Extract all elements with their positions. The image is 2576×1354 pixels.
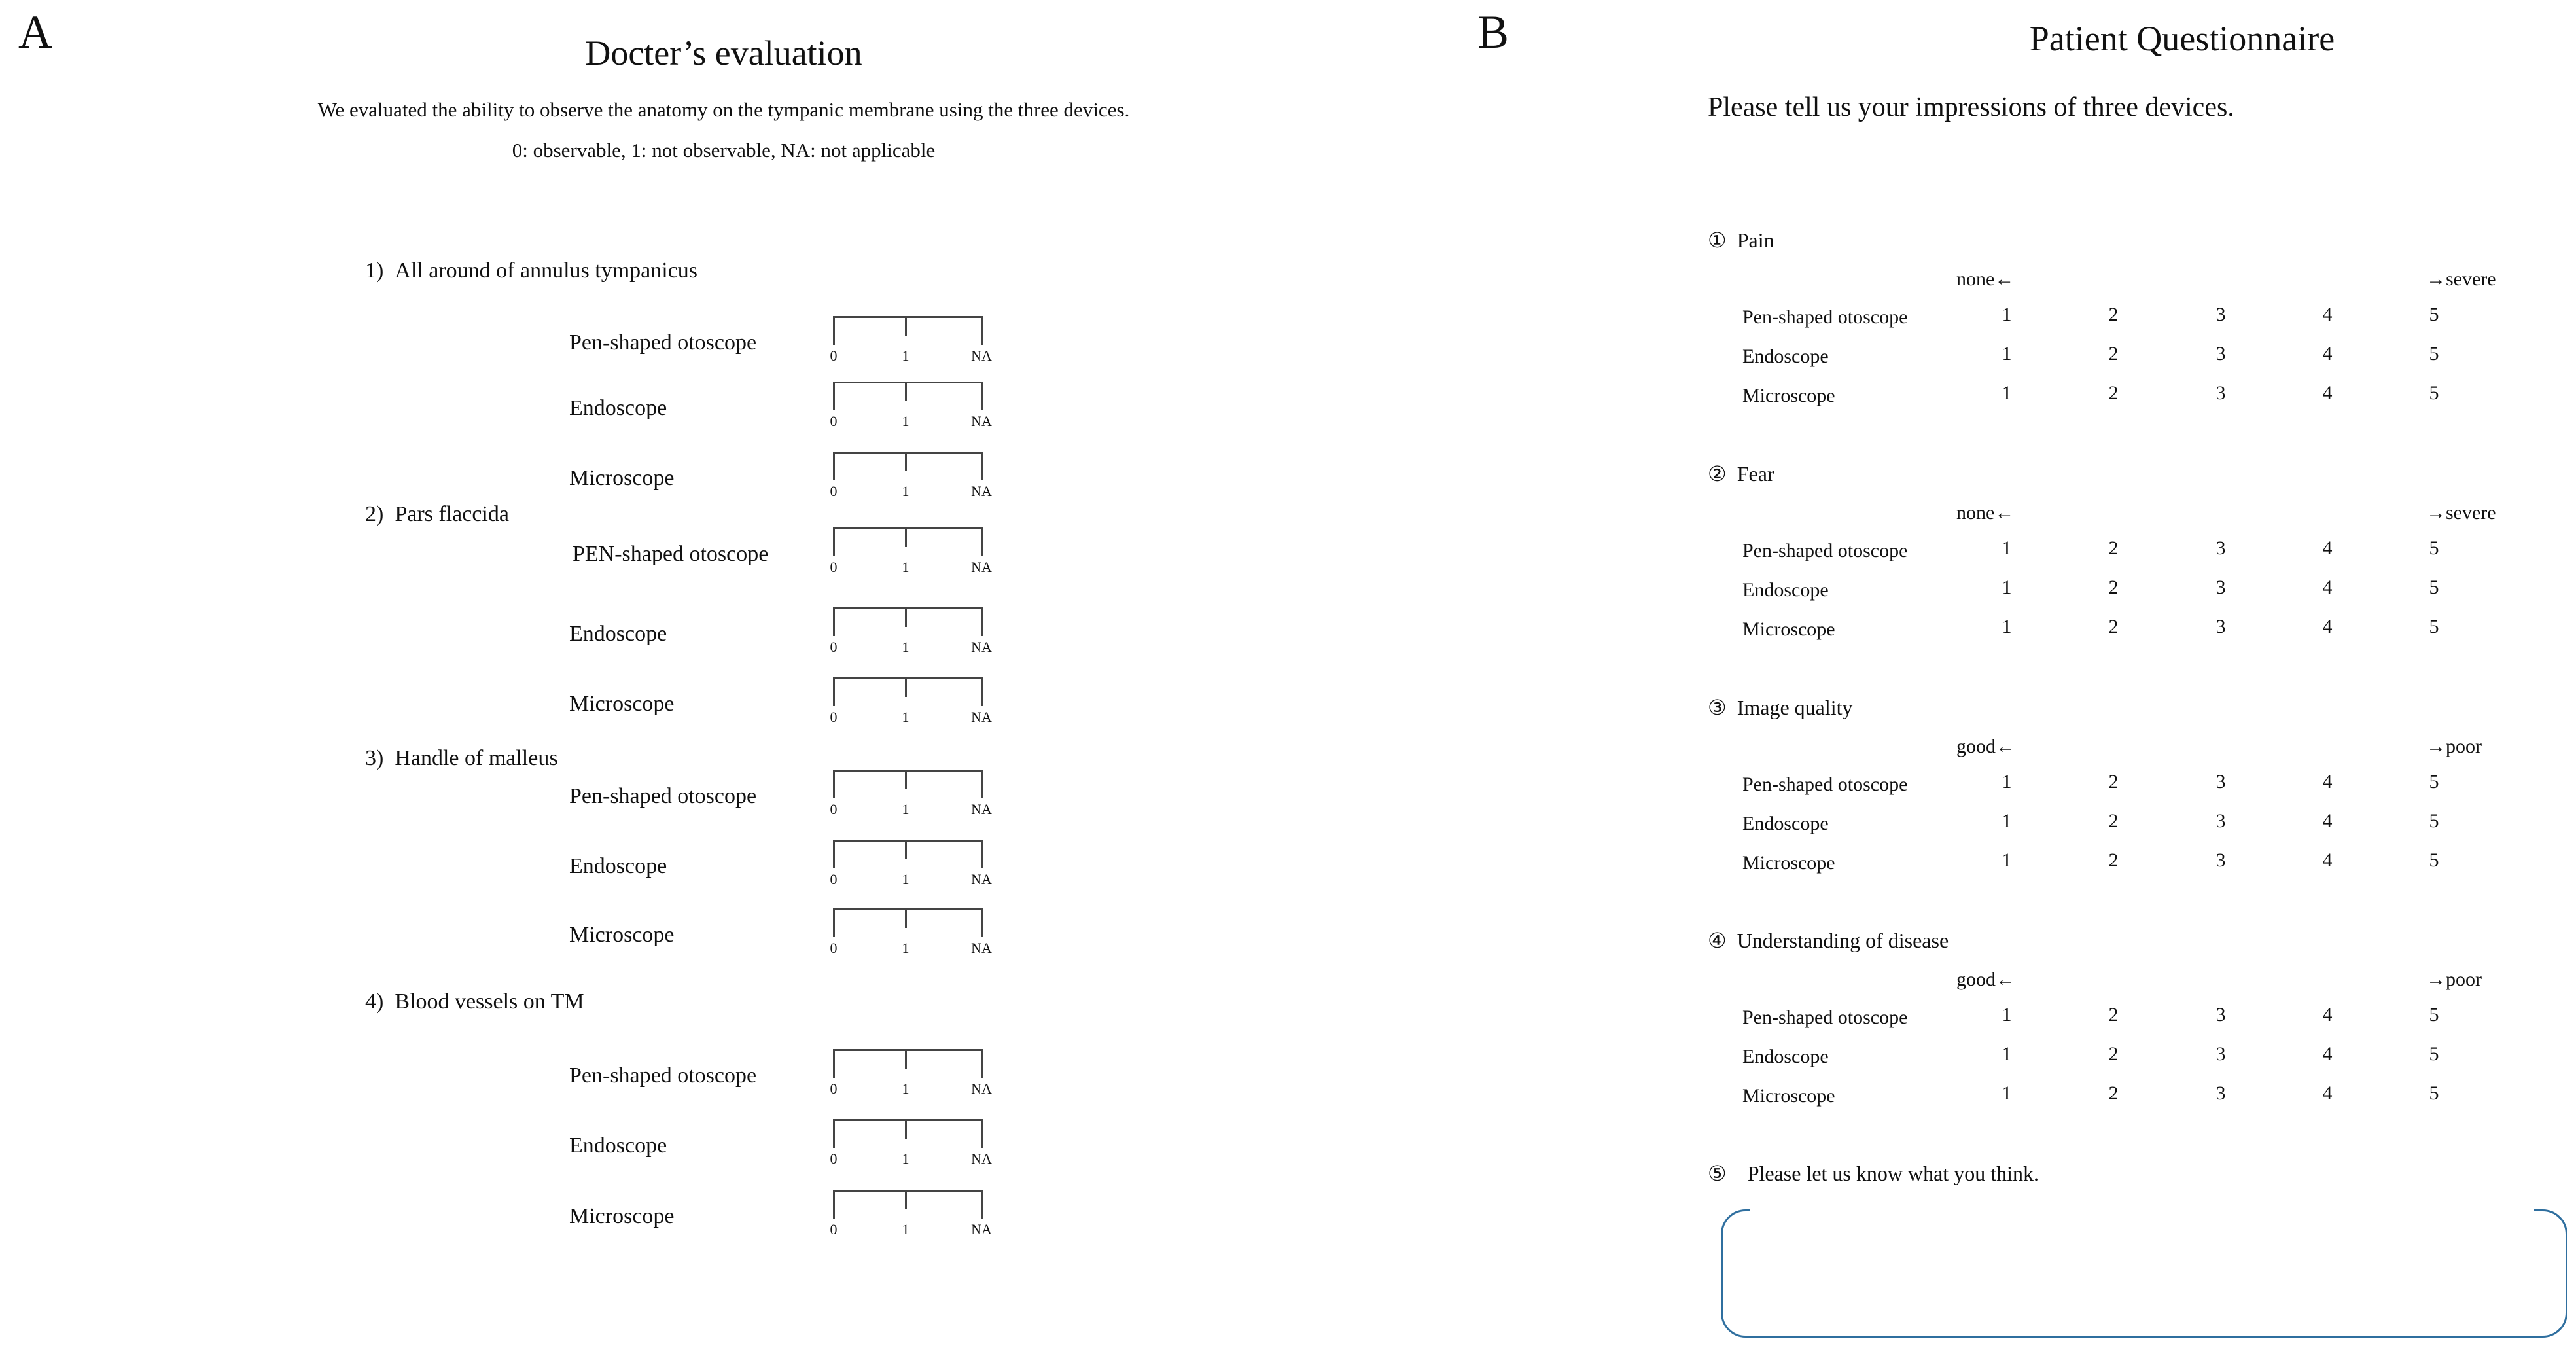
device-label: Microscope [569,466,675,490]
scale-right-anchor: →poor [2426,969,2482,990]
doctor-evaluation-title: Docter’s evaluation [585,33,862,73]
scale-left-anchor: none← [1956,268,2015,290]
device-label: Endoscope [569,854,667,878]
scale-tick [905,527,907,547]
rating-option[interactable]: 1 [2002,343,2012,365]
rating-scale[interactable] [830,1190,992,1238]
scale-tick [905,1190,907,1209]
rating-option[interactable]: 1 [2002,1043,2012,1065]
scale-option-label[interactable]: 1 [902,871,909,887]
scale-option-label[interactable]: NA [971,871,992,887]
rating-option[interactable]: 1 [2002,771,2012,793]
scale-option-label[interactable]: 0 [830,940,838,956]
rating-option[interactable]: 5 [2429,577,2439,598]
rating-scale[interactable] [830,770,992,817]
rating-option[interactable]: 2 [2108,382,2119,404]
rating-option[interactable]: 2 [2108,577,2119,598]
rating-option[interactable]: 4 [2322,1043,2333,1065]
rating-option[interactable]: 4 [2322,382,2333,404]
scale-tick [981,677,983,706]
rating-option[interactable]: 3 [2215,1004,2226,1025]
rating-option[interactable]: 3 [2215,382,2226,404]
rating-option[interactable]: 4 [2322,771,2333,793]
scale-option-label[interactable]: 0 [830,559,838,575]
scale-option-label[interactable]: 0 [830,483,838,499]
doctor-evaluation-legend: 0: observable, 1: not observable, NA: not applicable [512,139,936,162]
scale-option-label[interactable]: 1 [902,709,909,725]
scale-tick [905,607,907,627]
scale-tick [905,908,907,928]
question-device-label: Endoscope [1742,346,1829,367]
rating-option[interactable]: 5 [2429,849,2439,871]
scale-option-label[interactable]: NA [971,709,992,725]
rating-scale[interactable] [830,607,992,655]
device-label: Endoscope [569,1133,667,1158]
rating-option[interactable]: 3 [2215,304,2226,325]
scale-right-anchor: →severe [2426,268,2496,290]
rating-option[interactable]: 3 [2215,537,2226,559]
rating-option[interactable]: 3 [2215,771,2226,793]
rating-option[interactable]: 4 [2322,1082,2333,1104]
scale-tick [905,677,907,697]
rating-option[interactable]: 4 [2322,810,2333,832]
scale-right-anchor: →poor [2426,736,2482,757]
rating-option[interactable]: 5 [2429,304,2439,325]
rating-option[interactable]: 4 [2322,849,2333,871]
scale-tick [833,677,835,706]
rating-option[interactable]: 2 [2108,343,2119,365]
scale-tick [981,1190,983,1219]
rating-option[interactable]: 3 [2215,343,2226,365]
device-label: Pen-shaped otoscope [569,784,757,808]
scale-top-line [833,382,981,383]
device-label: Microscope [569,692,675,716]
rating-option[interactable]: 3 [2215,577,2226,598]
scale-option-label[interactable]: 1 [902,483,909,499]
scale-option-label[interactable]: 0 [830,871,838,887]
rating-option[interactable]: 1 [2002,537,2012,559]
scale-option-label[interactable]: NA [971,1080,992,1097]
scale-option-label[interactable]: 0 [830,709,838,725]
rating-scale[interactable] [830,452,992,499]
scale-option-label[interactable]: NA [971,347,992,364]
question-device-label: Pen-shaped otoscope [1742,1007,1908,1028]
device-label: Microscope [569,1204,675,1228]
comment-box-bottom-gap [1750,1332,2534,1336]
scale-top-line [833,527,981,529]
scale-tick [905,1119,907,1139]
rating-scale[interactable] [830,527,992,575]
scale-option-label[interactable]: 1 [902,413,909,429]
device-label: Pen-shaped otoscope [569,330,757,355]
rating-option[interactable]: 2 [2108,771,2119,793]
scale-option-label[interactable]: 0 [830,413,838,429]
scale-option-label[interactable]: 1 [902,347,909,364]
question-device-label: Pen-shaped otoscope [1742,774,1908,795]
scale-option-label[interactable]: 0 [830,639,838,655]
scale-tick [981,316,983,345]
scale-right-anchor: →severe [2426,502,2496,524]
rating-option[interactable]: 2 [2108,1043,2119,1065]
comment-box-top-gap [1750,1207,2534,1211]
rating-scale[interactable] [830,1119,992,1167]
scale-tick [905,316,907,336]
rating-option[interactable]: 1 [2002,616,2012,637]
rating-option[interactable]: 4 [2322,537,2333,559]
rating-option[interactable]: 2 [2108,1082,2119,1104]
rating-option[interactable]: 5 [2429,771,2439,793]
device-label: Pen-shaped otoscope [569,1063,757,1088]
scale-tick [981,452,983,480]
rating-option[interactable]: 2 [2108,810,2119,832]
free-text-comment-box[interactable] [1721,1209,2567,1338]
rating-option[interactable]: 2 [2108,1004,2119,1025]
rating-option[interactable]: 1 [2002,810,2012,832]
scale-tick [981,382,983,410]
rating-option[interactable]: 1 [2002,304,2012,325]
scale-top-line [833,908,981,910]
rating-option[interactable]: 2 [2108,537,2119,559]
rating-option[interactable]: 4 [2322,616,2333,637]
section-label: 4) Blood vessels on TM [365,989,584,1014]
question-device-label: Endoscope [1742,579,1829,601]
rating-option[interactable]: 3 [2215,616,2226,637]
rating-option[interactable]: 1 [2002,1082,2012,1104]
question-label: ④ Understanding of disease [1708,929,1949,952]
scale-tick [833,452,835,480]
question-device-label: Pen-shaped otoscope [1742,540,1908,561]
scale-tick [981,607,983,636]
rating-option[interactable]: 5 [2429,1082,2439,1104]
question-device-label: Microscope [1742,385,1835,406]
scale-tick [981,908,983,937]
rating-option[interactable]: 1 [2002,382,2012,404]
scale-tick [833,316,835,345]
scale-option-label[interactable]: NA [971,483,992,499]
rating-scale[interactable] [830,677,992,725]
rating-option[interactable]: 3 [2215,810,2226,832]
scale-left-anchor: good← [1956,736,2015,757]
panel-letter-a: A [18,6,52,58]
panel-letter-b: B [1477,6,1509,58]
scale-tick [833,1190,835,1219]
rating-option[interactable]: 4 [2322,304,2333,325]
scale-top-line [833,1119,981,1121]
question-device-label: Endoscope [1742,813,1829,834]
scale-tick [905,1049,907,1069]
question-label: ③ Image quality [1708,696,1853,719]
rating-scale[interactable] [830,316,992,364]
rating-option[interactable]: 5 [2429,810,2439,832]
scale-option-label[interactable]: 1 [902,559,909,575]
scale-top-line [833,607,981,609]
rating-option[interactable]: 1 [2002,577,2012,598]
doctor-evaluation-description: We evaluated the ability to observe the anatomy on the tympanic membrane using the three devices. [317,98,1130,121]
patient-questionnaire-intro: Please tell us your impressions of three devices. [1708,92,2234,122]
scale-tick [833,527,835,556]
scale-tick [981,527,983,556]
scale-option-label[interactable]: NA [971,801,992,817]
scale-option-label[interactable]: 0 [830,1080,838,1097]
section-label: 3) Handle of malleus [365,746,558,770]
rating-option[interactable]: 5 [2429,537,2439,559]
scale-tick [833,382,835,410]
scale-option-label[interactable]: 0 [830,801,838,817]
scale-top-line [833,1049,981,1051]
scale-tick [833,840,835,868]
question-device-label: Pen-shaped otoscope [1742,306,1908,328]
scale-option-label[interactable]: 1 [902,639,909,655]
scale-tick [833,1119,835,1148]
scale-top-line [833,840,981,842]
rating-option[interactable]: 3 [2215,1082,2226,1104]
scale-option-label[interactable]: NA [971,639,992,655]
question-device-label: Microscope [1742,618,1835,640]
scale-top-line [833,1190,981,1192]
scale-option-label[interactable]: NA [971,1150,992,1167]
rating-scale[interactable] [830,908,992,956]
question-device-label: Microscope [1742,852,1835,874]
scale-tick [833,1049,835,1078]
scale-tick [905,770,907,789]
device-label: Microscope [569,923,675,947]
rating-option[interactable]: 3 [2215,849,2226,871]
rating-option[interactable]: 5 [2429,1004,2439,1025]
scale-option-label[interactable]: 0 [830,1150,838,1167]
scale-tick [981,1049,983,1078]
scale-tick [905,382,907,401]
scale-option-label[interactable]: 1 [902,940,909,956]
scale-option-label[interactable]: 1 [902,1221,909,1238]
question-device-label: Microscope [1742,1085,1835,1107]
scale-top-line [833,452,981,454]
scale-tick [833,607,835,636]
device-label: Endoscope [569,396,667,420]
rating-scale[interactable] [830,840,992,887]
scale-tick [981,840,983,868]
device-label: Endoscope [569,622,667,646]
free-text-question-label: ⑤ Please let us know what you think. [1708,1162,2039,1185]
rating-option[interactable]: 4 [2322,577,2333,598]
rating-option[interactable]: 5 [2429,1043,2439,1065]
rating-option[interactable]: 4 [2322,343,2333,365]
rating-option[interactable]: 4 [2322,1004,2333,1025]
question-label: ① Pain [1708,228,1774,252]
question-device-label: Endoscope [1742,1046,1829,1067]
rating-option[interactable]: 5 [2429,616,2439,637]
scale-left-anchor: none← [1956,502,2015,524]
scale-tick [833,770,835,798]
scale-tick [981,770,983,798]
scale-tick [905,840,907,859]
scale-top-line [833,677,981,679]
patient-questionnaire-title: Patient Questionnaire [2029,19,2335,58]
rating-option[interactable]: 1 [2002,1004,2012,1025]
scale-option-label[interactable]: NA [971,413,992,429]
scale-option-label[interactable]: NA [971,559,992,575]
section-label: 2) Pars flaccida [365,502,509,526]
section-label: 1) All around of annulus tympanicus [365,258,698,283]
rating-option[interactable]: 2 [2108,849,2119,871]
device-label: PEN-shaped otoscope [573,542,769,566]
scale-tick [905,452,907,471]
scale-top-line [833,316,981,318]
rating-option[interactable]: 5 [2429,382,2439,404]
scale-option-label[interactable]: 1 [902,1080,909,1097]
scale-option-label[interactable]: 0 [830,1221,838,1238]
rating-option[interactable]: 1 [2002,849,2012,871]
scale-option-label[interactable]: NA [971,1221,992,1238]
rating-option[interactable]: 5 [2429,343,2439,365]
scale-option-label[interactable]: 0 [830,347,838,364]
scale-top-line [833,770,981,772]
scale-tick [981,1119,983,1148]
rating-option[interactable]: 2 [2108,616,2119,637]
rating-scale[interactable] [830,382,992,429]
rating-option[interactable]: 3 [2215,1043,2226,1065]
scale-tick [833,908,835,937]
scale-option-label[interactable]: NA [971,940,992,956]
rating-option[interactable]: 2 [2108,304,2119,325]
scale-left-anchor: good← [1956,969,2015,990]
question-label: ② Fear [1708,462,1774,486]
scale-option-label[interactable]: 1 [902,1150,909,1167]
scale-option-label[interactable]: 1 [902,801,909,817]
rating-scale[interactable] [830,1049,992,1097]
